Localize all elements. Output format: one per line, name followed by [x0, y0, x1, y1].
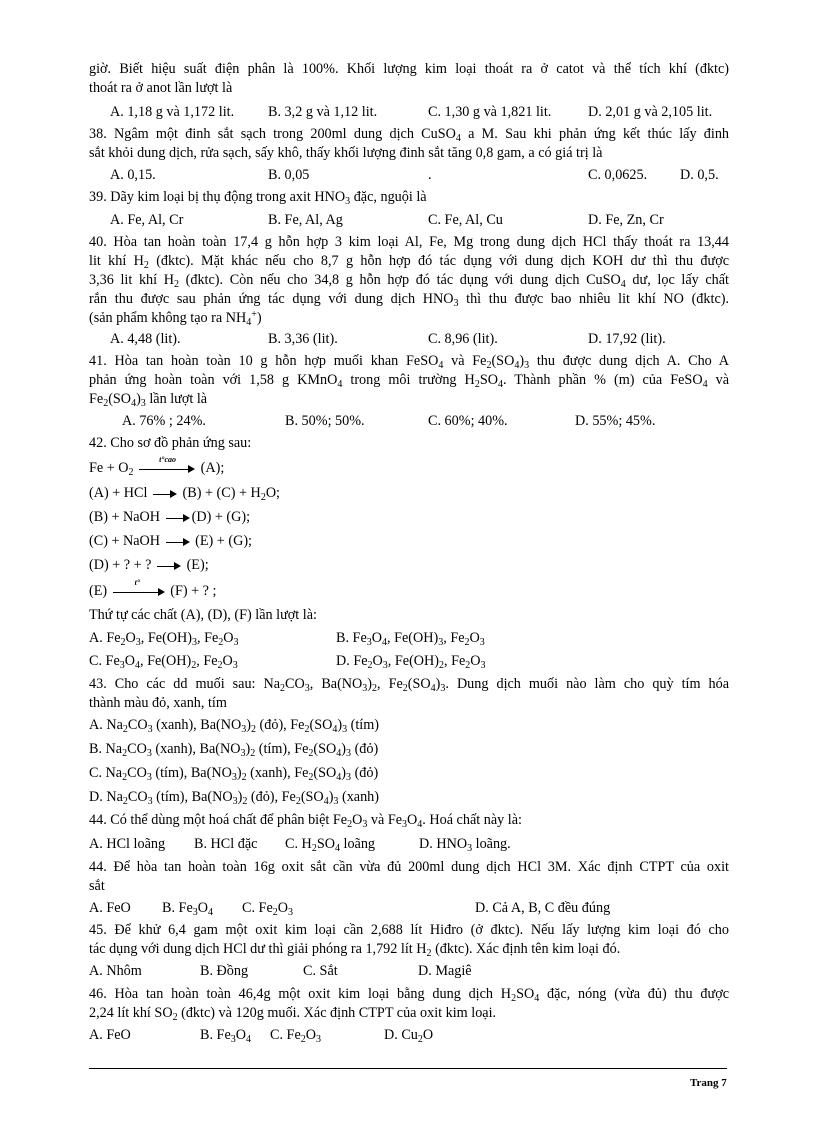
question-41-text-3: $Fe_2(SO_4)_3$ lần lượt là — [89, 391, 208, 409]
q39-option-a: A. Fe, Al, Cr — [110, 212, 184, 228]
question-42-ask: Thứ tự các chất (A), (D), (F) lần lượt là: — [89, 607, 317, 623]
arrow-icon: t° — [113, 586, 165, 598]
q39-option-c: C. Fe, Al, Cu — [428, 212, 503, 228]
question-42-text: 42. Cho sơ đồ phản ứng sau: — [89, 435, 252, 451]
arrow-icon — [166, 536, 190, 548]
question-45-text: 45. Để khử 6,4 gam một oxit kim loại cần 2,688 lít Hiđro (ở đktc). Nếu lấy lượng kim loại đó cho — [89, 922, 729, 938]
q44b-option-d: D. Cả A, B, C đều đúng — [475, 900, 611, 916]
question-43-text: 43. Cho các dd muối sau: $Na_2CO_3$, $Ba(NO_3)_2$, $Fe_2(SO_4)_3$. Dung dịch muối nào làm cho quỳ tím hóa — [89, 676, 730, 694]
question-41-text-2: phản ứng hoàn toàn với 1,58 g KMnO$_4$ trong môi trường $H_2SO_4$. Thành phần % (m) của FeSO$_4$ và — [89, 372, 730, 390]
q43-option-b: B. $Na_2CO_3$ (xanh), $Ba(NO_3)_2$ (tím), $Fe_2(SO_4)_3$ (đỏ) — [89, 741, 379, 759]
q39-option-d: D. Fe, Zn, Cr — [588, 212, 664, 228]
q44-option-b: B. HCl đặc — [194, 836, 258, 852]
question-39-text: 39. Dãy kim loại bị thụ động trong axit $HNO_3$ đặc, nguội là — [89, 189, 427, 207]
q46-option-c: C. $Fe_2O_3$ — [270, 1027, 321, 1045]
arrow-icon: t°cao — [139, 463, 195, 475]
q46-option-a: A. FeO — [89, 1027, 131, 1043]
q44b-option-c: C. $Fe_2O_3$ — [242, 900, 293, 918]
question-37-text-2: thoát ra ở anot lần lượt là — [89, 80, 233, 96]
q40-option-c: C. 8,96 (lit). — [428, 331, 498, 347]
q43-option-c: C. $Na_2CO_3$ (tím), $Ba(NO_3)_2$ (xanh), $Fe_2(SO_4)_3$ (đỏ) — [89, 765, 379, 783]
q38-option-a: A. 0,15. — [110, 167, 156, 183]
q38-option-c: C. 0,0625. — [588, 167, 648, 183]
q38-option-b: B. 0,05 — [268, 167, 310, 183]
q37-option-b: B. 3,2 g và 1,12 lit. — [268, 104, 378, 120]
question-40-text: 40. Hòa tan hoàn toàn 17,4 g hỗn hợp 3 kim loại Al, Fe, Mg trong dung dịch HCl thấy thoát ra 13,44 — [89, 234, 729, 250]
q44-option-a: A. HCl loãng — [89, 836, 166, 852]
q45-option-d: D. Magiê — [418, 963, 472, 979]
q41-option-c: C. 60%; 40%. — [428, 413, 508, 429]
question-44b-text: 44. Để hòa tan hoàn toàn 16g oxit sắt cần vừa đủ 200ml dung dịch HCl 3M. Xác định CTPT của oxit — [89, 859, 729, 875]
q38-option-d: D. 0,5. — [680, 167, 719, 183]
question-38-text-2: sắt khỏi dung dịch, rửa sạch, sấy khô, thấy khối lượng đinh sắt tăng 0,8 gam, a có giá trị là — [89, 145, 603, 161]
arrow-icon — [166, 512, 190, 524]
question-40-text-4: rắn thu được sau phản ứng tác dụng với dung dịch $HNO_3$ thì thu được bao nhiêu lit khí NO (đktc). — [89, 291, 730, 309]
q45-option-c: C. Sắt — [303, 963, 338, 979]
reaction-5: (D) + ? + ? (E); — [89, 557, 209, 573]
reaction-3: (B) + NaOH (D) + (G); — [89, 509, 251, 525]
q43-option-a: A. $Na_2CO_3$ (xanh), $Ba(NO_3)_2$ (đỏ), $Fe_2(SO_4)_3$ (tím) — [89, 717, 379, 735]
question-40-text-3: 3,36 lit khí $H_2$ (đktc). Còn nếu cho 34,8 g hỗn hợp đó tác dụng với dung dịch CuSO$_4$ dư, lọc lấy chất — [89, 272, 729, 290]
question-40-text-2: lit khí $H_2$ (đktc). Mặt khác nếu cho 8,7 g hỗn hợp đó tác dụng với dung dịch KOH dư thì thu được — [89, 253, 729, 271]
arrow-icon — [157, 560, 181, 572]
question-46-text: 46. Hòa tan hoàn toàn 46,4g một oxit kim loại bằng dung dịch $H_2SO_4$ đặc, nóng (vừa đủ) thu được — [89, 986, 729, 1004]
q42-option-a: A. $Fe_2O_3$, $Fe(OH)_3$, $Fe_2O_3$ — [89, 630, 239, 648]
question-45-text-2: tác dụng với dung dịch HCl dư thì giải phóng ra 1,792 lít $H_2$ (đktc). Xác định tên kim loại đó. — [89, 941, 621, 959]
arrow-icon — [153, 488, 177, 500]
question-40-text-5: (sản phẩm không tạo ra $NH_4^+$) — [89, 309, 262, 328]
question-43-text-2: thành màu đỏ, xanh, tím — [89, 695, 227, 711]
q42-option-b: B. $Fe_3O_4$, $Fe(OH)_3$, $Fe_2O_3$ — [336, 630, 485, 648]
q42-option-c: C. $Fe_3O_4$, $Fe(OH)_2$, $Fe_2O_3$ — [89, 653, 238, 671]
page-number: Trang 7 — [690, 1077, 727, 1089]
q43-option-d: D. $Na_2CO_3$ (tím), $Ba(NO_3)_2$ (đỏ), $Fe_2(SO_4)_3$ (xanh) — [89, 789, 379, 807]
q44-option-c: C. $H_2SO_4$ loãng — [285, 836, 376, 854]
q37-option-c: C. 1,30 g và 1,821 lit. — [428, 104, 552, 120]
q46-option-d: D. $Cu_2O$ — [384, 1027, 434, 1045]
q42-option-d: D. $Fe_2O_3$, $Fe(OH)_2$, $Fe_2O_3$ — [336, 653, 486, 671]
q40-option-d: D. 17,92 (lit). — [588, 331, 666, 347]
footer-divider — [89, 1068, 727, 1069]
q46-option-b: B. $Fe_3O_4$ — [200, 1027, 251, 1045]
q41-option-b: B. 50%; 50%. — [285, 413, 365, 429]
reaction-1: $Fe + O_2$ t°cao (A); — [89, 454, 225, 478]
q44b-option-a: A. FeO — [89, 900, 131, 916]
question-44b-text-2: sắt — [89, 878, 105, 894]
question-38-text: 38. Ngâm một đinh sắt sạch trong 200ml dung dịch CuSO$_4$ a M. Sau khi phản ứng kết thúc lấy đinh — [89, 126, 730, 144]
reaction-2: (A) + HCl $(B) + (C) + H_2O$; — [89, 485, 280, 503]
question-41-text: 41. Hòa tan hoàn toàn 10 g hỗn hợp muối khan FeSO$_4$ và $Fe_2(SO_4)_3$ thu được dung dịch A. Cho A — [89, 353, 729, 371]
q39-option-b: B. Fe, Al, Ag — [268, 212, 343, 228]
q45-option-a: A. Nhôm — [89, 963, 142, 979]
reaction-6: (E) t° (F) + ? ; — [89, 577, 217, 599]
q40-option-b: B. 3,36 (lit). — [268, 331, 338, 347]
question-46-text-2: 2,24 lít khí $SO_2$ (đktc) và 120g muối. Xác định CTPT của oxit kim loại. — [89, 1005, 497, 1023]
reaction-4: (C) + NaOH (E) + (G); — [89, 533, 252, 549]
q41-option-d: D. 55%; 45%. — [575, 413, 656, 429]
question-44-text: 44. Có thể dùng một hoá chất để phân biệt $Fe_2O_3$ và $Fe_3O_4$. Hoá chất này là: — [89, 812, 522, 830]
q37-option-a: A. 1,18 g và 1,172 lit. — [110, 104, 235, 120]
q41-option-a: A. 76% ; 24%. — [122, 413, 206, 429]
q40-option-a: A. 4,48 (lit). — [110, 331, 181, 347]
q45-option-b: B. Đồng — [200, 963, 249, 979]
q37-option-d: D. 2,01 g và 2,105 lit. — [588, 104, 713, 120]
q44-option-d: D. $HNO_3$ loãng. — [419, 836, 511, 854]
q44b-option-b: B. $Fe_3O_4$ — [162, 900, 213, 918]
question-37-text: giờ. Biết hiệu suất điện phân là 100%. Khối lượng kim loại thoát ra ở catot và thể tích khí (đktc) — [89, 61, 729, 77]
q38-dot: . — [428, 167, 432, 183]
